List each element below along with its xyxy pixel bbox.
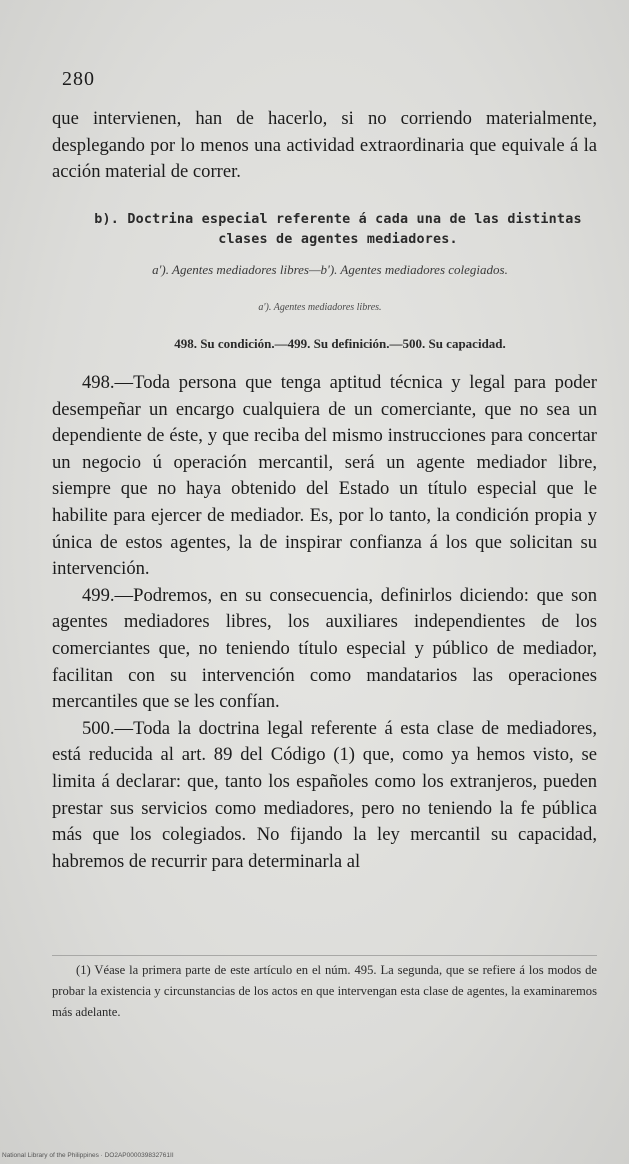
paragraph-499: 499.—Podremos, en su consecuencia, definirlos diciendo: que son agentes mediadores libres, los auxiliares independientes de los comerciantes que, no teniendo título especial y público de mediador, facilitan con su intervención como mandatarios las operaciones mercantiles que se les confían. bbox=[52, 584, 597, 713]
footnote-block bbox=[52, 960, 597, 1023]
page-number: 280 bbox=[62, 68, 95, 90]
library-stamp: National Library of the Philippines · DO2AP000039832761II bbox=[2, 1152, 174, 1159]
intro-paragraph-block bbox=[52, 106, 597, 186]
paragraph-500: 500.—Toda la doctrina legal referente á esta clase de mediadores, está reducida al art. 89 del Código (1) que, como ya hemos visto, se limita á declarar: que, tanto los españoles como los extranjeros, pueden prestar sus servicios como mediadores, pero no teniendo la fe pública más que los colegiados. No fijando la ley mercantil su capacidad, habremos de recurrir para determinarla al bbox=[52, 717, 597, 872]
numbered-paragraphs bbox=[52, 370, 597, 875]
subsection-heading-aa: a'). Agentes mediadores libres. bbox=[258, 302, 382, 313]
subsection-heading-a: a'). Agentes mediadores libres—b'). Agentes mediadores colegiados. bbox=[152, 262, 508, 277]
footnote-1: (1) Véase la primera parte de este artículo en el núm. 495. La segunda, que se refiere á los modos de probar la existencia y circunstancias de los actos en que intervengan esta clase de agentes, la examinaremos más adelante. bbox=[52, 963, 597, 1019]
footnote-divider bbox=[52, 955, 597, 956]
paragraph-498: 498.—Toda persona que tenga aptitud técnica y legal para poder desempeñar un encargo cualquiera de un comerciante, que no sea un dependiente de éste, y que reciba del mismo instrucciones para concertar un negocio ú operación mercantil, será un agente mediador libre, siempre que no haya obtenido del Estado un título especial que le habilite para ejercer de mediador. Es, por lo tanto, la condición propia y única de estos agentes, la de inspirar confianza á los que solicitan su intervención. bbox=[52, 372, 597, 580]
section-heading-b: b). Doctrina especial referente á cada una de las distintas clases de agentes mediadores. bbox=[94, 212, 582, 247]
section-summary: 498. Su condición.—499. Su definición.—500. Su capacidad. bbox=[174, 336, 506, 351]
intro-paragraph: que intervienen, han de hacerlo, si no corriendo materialmente, desplegando por lo menos una actividad extraordinaria que equivale á la acción material de correr. bbox=[52, 108, 597, 183]
